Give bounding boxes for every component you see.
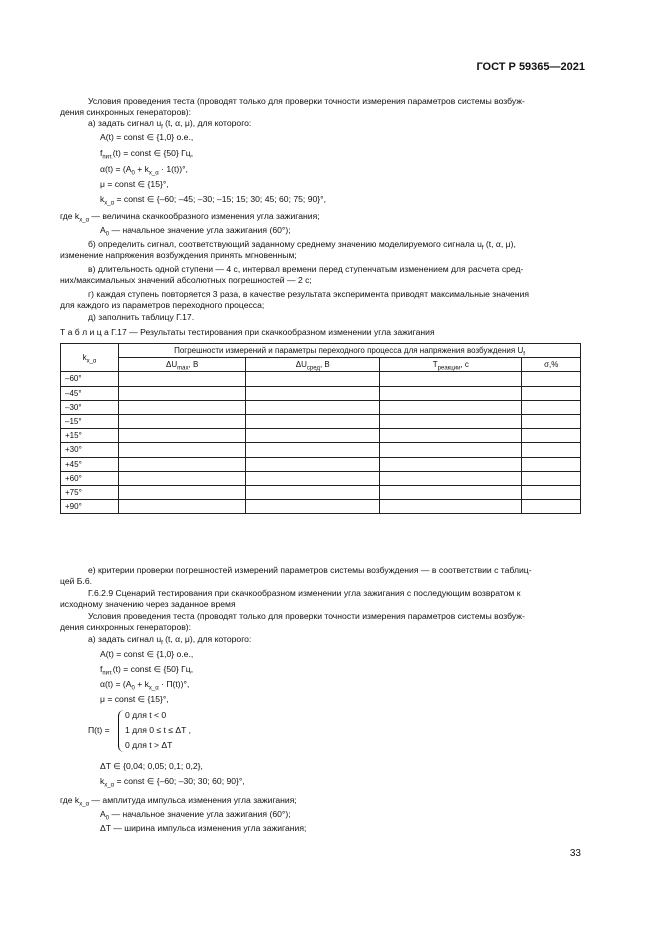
row-label: +30° bbox=[61, 443, 119, 457]
pi-function-brace bbox=[118, 710, 125, 752]
row-label: +45° bbox=[61, 457, 119, 471]
pi-case-1: 0 для t < 0 bbox=[125, 710, 167, 720]
row-label: –60° bbox=[61, 372, 119, 386]
table-row bbox=[61, 500, 581, 514]
conditions2-intro-line2: дения синхронных генераторов): bbox=[60, 622, 192, 632]
col-header-dusred: $\Delta U_{сред}$, В bbox=[246, 358, 380, 372]
formula2-alpha: $\alpha(t) = (A_0 + k_{x\_\alpha} \cdot П(t))^\circ$, bbox=[100, 679, 190, 692]
step-g-line1: г) каждая ступень повторяется 3 раза, в качестве результата эксперимента приводят максимальные значения bbox=[88, 289, 530, 299]
formula-mu: μ = const ∈ {15}°, bbox=[100, 179, 169, 189]
table-caption: Т а б л и ц а Г.17 — Результаты тестирования при скачкообразном изменении угла зажигания bbox=[60, 327, 435, 337]
conditions-intro-line2: дения синхронных генераторов): bbox=[60, 107, 192, 117]
formula2-dt: ΔT ∈ {0,04; 0,05; 0,1; 0,2}, bbox=[100, 761, 203, 771]
step-b-line2: изменение напряжения возбуждения принять мгновенным; bbox=[60, 250, 297, 260]
formula2-k: $k_{x\_\alpha}$ = const ∈ {–60; –30; 30; 60; 90}°, bbox=[100, 776, 245, 789]
formula-amplitude: A(t) = const ∈ {1,0} о.е., bbox=[100, 132, 194, 142]
col-header-sigma: σ,% bbox=[522, 358, 581, 372]
step-d: д) заполнить таблицу Г.17. bbox=[88, 312, 195, 322]
step-e-line2: цей Б.6. bbox=[60, 576, 92, 586]
where2-dt-definition: ΔT — ширина импульса изменения угла зажигания; bbox=[100, 823, 307, 833]
table-row bbox=[61, 429, 581, 443]
results-table bbox=[60, 343, 581, 514]
row-label: +75° bbox=[61, 485, 119, 499]
table-row bbox=[61, 386, 581, 400]
row-label: –15° bbox=[61, 414, 119, 428]
group-header: Погрешности измерений и параметры переходного процесса для напряжения возбуждения $U_f$ bbox=[119, 344, 581, 358]
table-row bbox=[61, 443, 581, 457]
table-row bbox=[61, 471, 581, 485]
row-label: –45° bbox=[61, 386, 119, 400]
conditions2-intro-line1: Условия проведения теста (проводят только для проверки точности измерения параметров системы возбуж- bbox=[88, 611, 525, 621]
step-g-line2: для каждого из параметров переходного процесса; bbox=[60, 300, 265, 310]
formula-frequency: $f_{пит.}(t)$ = const ∈ {50} Гц, bbox=[100, 148, 194, 161]
where-k-definition: где $k_{x\_\alpha}$ — величина скачкообразного изменения угла зажигания; bbox=[60, 211, 320, 224]
where-a0-definition: $A_0$ — начальное значение угла зажигания (60°); bbox=[100, 225, 291, 238]
row-label: +60° bbox=[61, 471, 119, 485]
table-row bbox=[61, 485, 581, 499]
pi-function-lhs: П(t) = bbox=[88, 725, 110, 735]
where2-a0-definition: $A_0$ — начальное значение угла зажигания (60°); bbox=[100, 809, 291, 822]
formula2-mu: μ = const ∈ {15}°, bbox=[100, 694, 169, 704]
step-a: а) задать сигнал $u_f$ (t, α, μ), для которого: bbox=[88, 118, 252, 131]
table-row bbox=[61, 400, 581, 414]
scenario-title-line2: исходному значению через заданное время bbox=[60, 599, 236, 609]
formula2-amplitude: A(t) = const ∈ {1,0} о.е., bbox=[100, 649, 194, 659]
pi-case-2: 1 для 0 ≤ t ≤ ΔT , bbox=[125, 725, 191, 735]
row-label: +15° bbox=[61, 429, 119, 443]
formula2-frequency: $f_{пит.}(t)$ = const ∈ {50} Гц, bbox=[100, 664, 194, 677]
page-number: 33 bbox=[569, 848, 581, 859]
step-b-line1: б) определить сигнал, соответствующий заданному среднему значению моделируемого сигнала $u_f$ (t, α, μ), bbox=[88, 239, 516, 252]
formula-alpha: $\alpha(t) = (A_0 + k_{x\_\alpha} \cdot 1(t))^\circ$, bbox=[100, 164, 188, 177]
document-code: ГОСТ Р 59365—2021 bbox=[476, 61, 585, 73]
step2-a: а) задать сигнал $u_f$ (t, α, μ), для которого: bbox=[88, 634, 252, 647]
row-label: –30° bbox=[61, 400, 119, 414]
where2-k-definition: где $k_{x\_\alpha}$ — амплитуда импульса изменения угла зажигания; bbox=[60, 795, 297, 808]
k-column-header: $k_{x\_\alpha}$ bbox=[61, 344, 119, 372]
table-row bbox=[61, 414, 581, 428]
step-v-line1: в) длительность одной ступени — 4 с, интервал времени перед ступенчатым изменением для расчета сред- bbox=[88, 264, 524, 274]
row-label: +90° bbox=[61, 500, 119, 514]
col-header-dumax: $\Delta U_{max}$, В bbox=[119, 358, 246, 372]
step-e-line1: е) критерии проверки погрешностей измерений параметров системы возбуждения — в соответствии с таблиц- bbox=[88, 565, 532, 575]
table-row bbox=[61, 457, 581, 471]
formula-k: $k_{x\_\alpha}$ = const ∈ {–60; –45; –30; –15; 15; 30; 45; 60; 75; 90}°, bbox=[100, 194, 326, 207]
table-row bbox=[61, 372, 581, 386]
col-header-treakcii: $T_{реакции}$, с bbox=[380, 358, 522, 372]
conditions-intro-line1: Условия проведения теста (проводят только для проверки точности измерения параметров системы возбуж- bbox=[88, 96, 525, 106]
pi-case-3: 0 для t > ΔT bbox=[125, 740, 173, 750]
step-v-line2: них/максимальных значений абсолютных погрешностей — 2 с; bbox=[60, 275, 312, 285]
scenario-title-line1: Г.6.2.9 Сценарий тестирования при скачкообразном изменении угла зажигания с последующим возвратом к bbox=[88, 588, 521, 598]
